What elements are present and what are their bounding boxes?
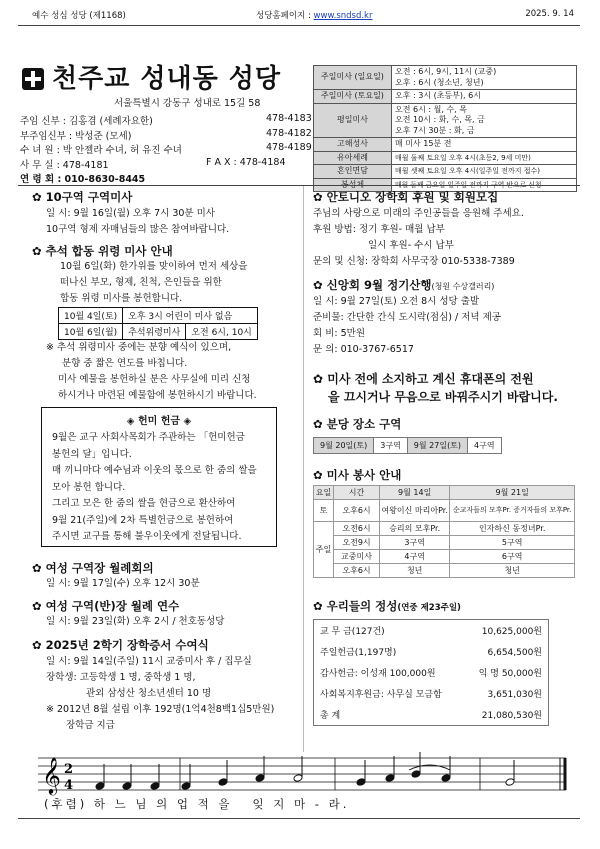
staff-row: 주임 신부 : 김홍겸 (세례자요한) 478-4183	[20, 113, 312, 127]
section-title: ✿ 우리들의 정성(연중 제23주일)	[313, 599, 461, 613]
section-title: ✿ 10구역 구역미사	[32, 190, 133, 204]
bulletin-number: 예수 성심 성당 (제1168)	[32, 11, 126, 21]
section-body: 일 시: 9월 16일(월) 오후 7시 30분 미사 10구역 형제 자매님들의 많은 참여바랍니다.	[46, 208, 230, 235]
music-score	[38, 752, 568, 798]
staff-list	[20, 113, 312, 186]
treble-clef-icon: 𝄞	[42, 756, 61, 794]
section-body: 일 시: 9월 17일(수) 오후 12시 30분	[46, 578, 200, 589]
church-address: 서울특별시 강동구 성내로 15길 58	[114, 98, 261, 109]
section-body: 일 시: 9월 27일(토) 오전 8시 성당 출발 준비물: 간단한 간식 도시락(점심) / 저녁 제공 회 비: 5만원 문 의: 010-3767-6517	[313, 296, 501, 355]
cross-logo-icon	[22, 68, 44, 90]
note-head	[150, 782, 160, 791]
section-notes: ※ 추석 위령미사 중에는 분향 예식이 있으며, 분향 중 짧은 연도를 바칩니다. 미사 예물을 봉헌하실 분은 사무실에 미리 신청 하시거나 마련된 예물함에 봉헌하시기 바랍니다.	[46, 342, 257, 401]
section-title: ✿ 신앙회 9월 정기산행(청원 수상갤러리)	[313, 278, 495, 292]
section-body: 주님의 사랑으로 미래의 주인공들을 응원해 주세요. 후원 방법: 정기 후원- 매월 납부 일시 후원- 수시 납부 문의 및 신청: 장학회 사무국장 010-5338-7389	[313, 208, 524, 267]
note-head	[411, 770, 421, 779]
homepage-link[interactable]: www.sndsd.kr	[313, 11, 373, 21]
section-body: 일 시: 9월 23일(화) 오후 2시 / 천호동성당	[46, 616, 225, 627]
divider	[18, 25, 580, 26]
column-divider	[303, 186, 304, 752]
note-head	[293, 774, 303, 783]
svg-text:4: 4	[64, 778, 74, 793]
section-title: ✿ 미사 봉사 안내	[313, 468, 402, 482]
church-name: 천주교 성내동 성당	[52, 64, 282, 94]
section-title: ✿ 여성 구역(반)장 월례 연수	[32, 599, 180, 613]
staff-row: 사 무 실 : 478-4181 F A X : 478-4184	[20, 156, 286, 171]
mass-schedule-table: 주일미사 (일요일) 오전 : 6시, 9시, 11시 (교중) 오후 : 6시 (청소년, 청년) 주일미사 (토요일) 오후 : 3시 (초등부), 6시 평일미사 오전 6시 : 월, 수, 목 오전 10시 : 화, 수, 목, 금 오후 7시 30분 : 화, 금 고해성사 매 미사 15분 전 유아세례 매월 둘째 토요일 오후 4시(초등2, 9세 미만) 혼인면담 매월 셋째 토요일 오후 4시(일주일 전까지 접수) 봉성체 매월 둘째 금요일 일주일 전까지 구역 반으로 신청	[313, 65, 577, 192]
staff-row: 연 령 회 : 010-8630-8445	[20, 174, 146, 185]
note-head	[505, 778, 515, 787]
staff-row: 수 녀 원 : 박 안젤라 수녀, 허 유진 수녀 478-4189	[20, 142, 312, 156]
note-head	[385, 774, 395, 783]
top-bar	[18, 8, 580, 22]
note-head	[181, 782, 191, 791]
section-title: ✿ 분당 장소 구역	[313, 417, 402, 431]
note-head	[122, 782, 132, 791]
song-lyrics: (후렴) 하 느 님 의 업 적 을 잊 지 마 - 라.	[44, 797, 350, 811]
section-title: 을 끄시거나 무음으로 바꿔주시기 바랍니다.	[328, 390, 558, 404]
donation-box: ◈ 헌미 헌금 ◈ 9월은 교구 사회사목회가 주관하는 「헌미헌금 봉헌의 달」입니다. 매 끼니마다 예수님과 이웃의 몫으로 한 줌의 쌀을 모아 봉헌 합니다. 그리고 모은 한 줌의 쌀을 현금으로 환산하여 9월 21(주일)에 2차 특별헌금으로 봉헌하여 주시면 교구를 통해 불우이웃에게 전달됩니다.	[41, 407, 277, 547]
svg-text:2: 2	[64, 762, 74, 777]
section-title: ✿ 여성 구역장 월례회의	[32, 561, 154, 575]
section-title: ✿ 2025년 2학기 장학증서 수여식	[32, 638, 209, 652]
chuseok-table: 10월 4일(토) 오후 3시 어린이 미사 없음 10월 6일(월) 추석위령미사 오전 6시, 10시	[58, 307, 258, 340]
mass-service-table: 요일 시간 9월 14일 9월 21일 토 오후6시 여왕이신 마리아Pr. 순교자들의 모후Pr. 증거자들의 모후Pr. 주일 오전6시 승리의 모후Pr. 인자하신 동정녀Pr. 오전9시 3구역 5구역 교중미사 4구역 6구역 오후6시 청년 청년	[313, 485, 575, 578]
staff-svg	[38, 752, 568, 798]
note-head	[441, 774, 451, 783]
divider	[18, 185, 580, 186]
note-head	[218, 778, 228, 787]
zone-table: 9월 20일(토) 3구역 9월 27일(토) 4구역	[313, 437, 502, 454]
section-title: ✿ 안토니오 장학회 후원 및 회원모집	[313, 190, 499, 204]
offering-table: 교 무 금(127건) 10,625,000원 주일헌금(1,197명) 6,654,500원 감사헌금: 이성재 100,000원 익 명 50,000원 사회복지후원금: 사무실 모금함 3,651,030원 총 계 21,080,530원	[313, 619, 549, 726]
note-head	[95, 782, 105, 791]
homepage: 성당홈페이지 : www.sndsd.kr	[256, 11, 373, 21]
divider	[18, 818, 580, 819]
section-body: 10월 6일(화) 한가위를 맞이하여 먼저 세상을 떠나신 부모, 형제, 친척, 은인들을 위한 합동 위령 미사를 봉헌합니다.	[60, 261, 248, 304]
bulletin-date: 2025. 9. 14	[525, 9, 574, 19]
section-body: 일 시: 9월 14일(주일) 11시 교중미사 후 / 집무실 장학생: 고등학생 1 명, 중학생 1 명, 관외 삼성산 청소년센터 10 명 ※ 2012년 8월 설립 이후 192명(1억4천8백1십5만원) 장학금 지급	[46, 656, 275, 731]
note-head	[356, 778, 366, 787]
note-head	[255, 774, 265, 783]
staff-row: 부주임신부 : 박성준 (모세) 478-4182	[20, 127, 312, 142]
section-title: ✿ 추석 합동 위령 미사 안내	[32, 244, 173, 258]
section-title: ✿ 미사 전에 소지하고 계신 휴대폰의 전원	[313, 372, 534, 386]
